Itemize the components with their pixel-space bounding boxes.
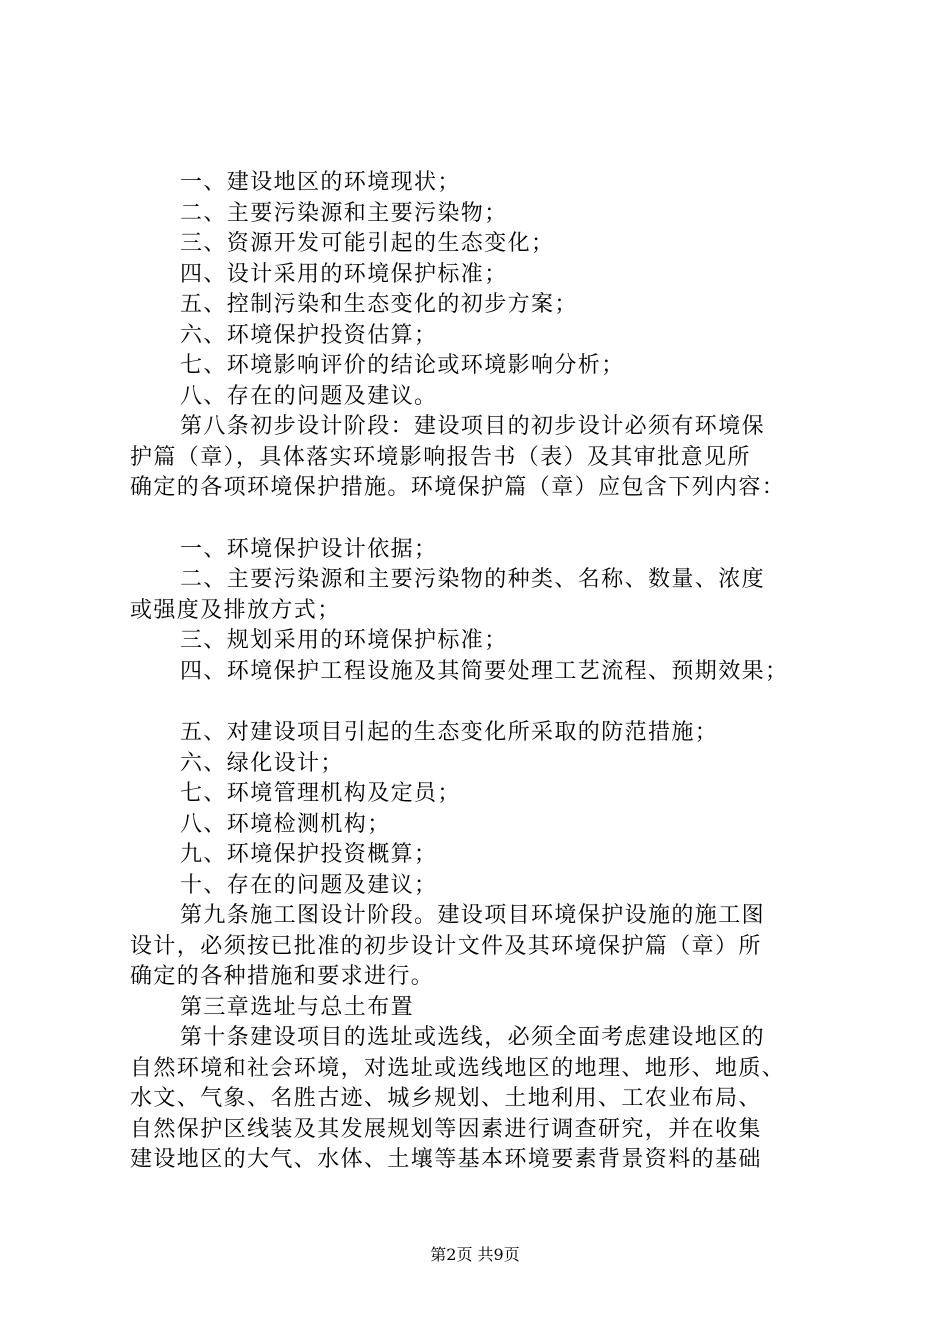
list-item: 八、存在的问题及建议。 bbox=[180, 383, 438, 409]
list-item: 或强度及排放方式； bbox=[130, 597, 341, 623]
list-item: 一、建设地区的环境现状； bbox=[180, 170, 461, 195]
article-10-paragraph: 第十条建设项目的选址或选线，必须全面考虑建设地区的 bbox=[180, 1025, 766, 1050]
list-item: 二、主要污染源和主要污染物； bbox=[180, 200, 508, 226]
paragraph-gap bbox=[130, 504, 842, 535]
article-10-paragraph: 水文、气象、名胜古迹、城乡规划、土地利用、工农业布局、 bbox=[130, 1086, 762, 1111]
list-item: 九、环境保护投资概算； bbox=[180, 842, 438, 867]
list-item: 四、环境保护工程设施及其简要处理工艺流程、预期效果； bbox=[180, 658, 789, 684]
list-item: 二、主要污染源和主要污染物的种类、名称、数量、浓度 bbox=[180, 567, 766, 592]
list-item: 五、控制污染和生态变化的初步方案； bbox=[180, 292, 578, 317]
list-item: 一、环境保护设计依据； bbox=[180, 536, 438, 562]
article-9-paragraph: 确定的各种措施和要求进行。 bbox=[130, 964, 435, 989]
page-number-footer: 第2页 共9页 bbox=[430, 1245, 520, 1264]
list-item: 十、存在的问题及建议； bbox=[180, 872, 438, 898]
article-8-paragraph: 确定的各项环境保护措施。环境保护篇（章）应包含下列内容： bbox=[130, 475, 786, 500]
list-item: 八、环境检测机构； bbox=[180, 811, 391, 837]
list-item: 三、规划采用的环境保护标准； bbox=[180, 628, 508, 653]
paragraph-gap bbox=[130, 687, 842, 718]
article-10-paragraph: 自然环境和社会环境，对选址或选线地区的地理、地形、地质、 bbox=[130, 1055, 786, 1081]
article-10-paragraph: 自然保护区线装及其发展规划等因素进行调查研究，并在收集 bbox=[130, 1116, 762, 1142]
article-8-paragraph: 护篇（章），具体落实环境影响报告书（表）及其审批意见所 bbox=[130, 444, 751, 470]
article-8-paragraph: 第八条初步设计阶段：建设项目的初步设计必须有环境保 bbox=[180, 414, 766, 439]
chapter-heading: 第三章选址与总土布置 bbox=[180, 994, 415, 1020]
article-10-paragraph: 建设地区的大气、水体、土壤等基本环境要素背景资料的基础 bbox=[130, 1147, 762, 1172]
list-item: 五、对建设项目引起的生态变化所采取的防范措施； bbox=[180, 720, 719, 745]
list-item: 三、资源开发可能引起的生态变化； bbox=[180, 231, 555, 256]
list-item: 七、环境管理机构及定员； bbox=[180, 781, 461, 806]
list-item: 六、环境保护投资估算； bbox=[180, 322, 438, 348]
article-9-paragraph: 设计，必须按已批准的初步设计文件及其环境保护篇（章）所 bbox=[130, 933, 762, 959]
document-body bbox=[130, 168, 842, 1176]
list-item: 六、绿化设计； bbox=[180, 750, 344, 776]
list-item: 四、设计采用的环境保护标准； bbox=[180, 261, 508, 287]
article-9-paragraph: 第九条施工图设计阶段。建设项目环境保护设施的施工图 bbox=[180, 903, 766, 928]
list-item: 七、环境影响评价的结论或环境影响分析； bbox=[180, 353, 625, 378]
